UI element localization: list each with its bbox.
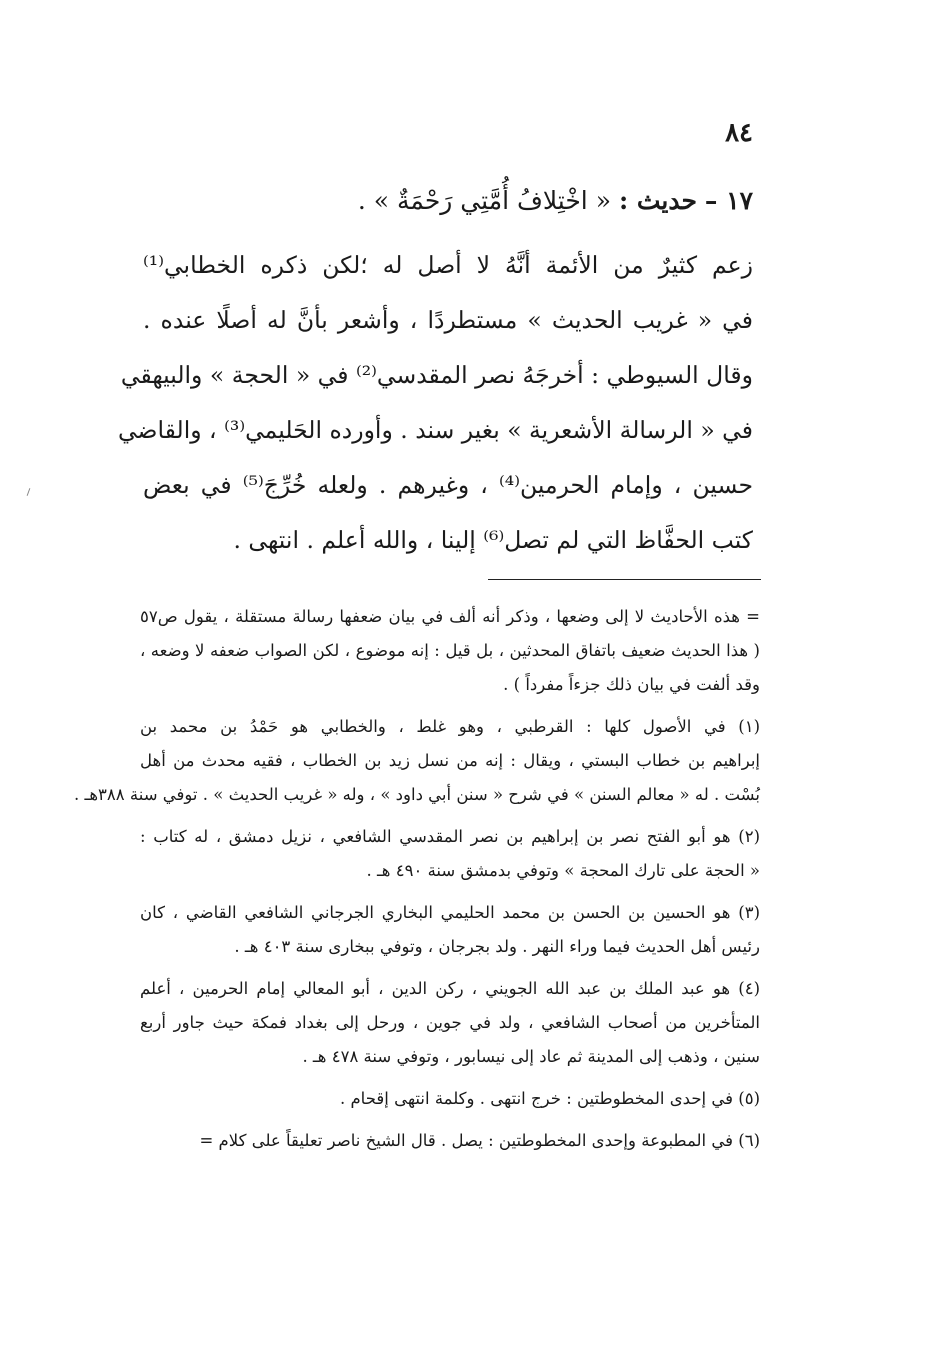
body-line: وقال السيوطي : أخرجَهُ نصر المقدسي⁽²⁾ في « الحجة » والبيهقي xyxy=(120,361,753,389)
footnote-4 xyxy=(140,972,760,1074)
footnote-line: بُسْت . له « معالم السنن » في شرح « سنن أبي داود » ، وله « غريب الحديث » . توفي سنة ٣٨٨هـ . xyxy=(74,785,760,804)
footnote-line: (٣) هو الحسين بن الحسن بن محمد الحليمي البخاري الجرجاني الشافعي القاضي ، كان xyxy=(140,903,760,922)
main-paragraph xyxy=(117,238,753,568)
footnote-line: « الحجة على تارك المحجة » وتوفي بدمشق سنة ٤٩٠ هـ . xyxy=(366,861,760,880)
body-line: زعم كثيرٌ من الأئمة أنَّهُ لا أصل له ؛لكن ذكره الخطابي⁽¹⁾ xyxy=(143,251,753,279)
footnotes xyxy=(74,600,761,1166)
footnote-line: (٢) هو أبو الفتح نصر بن إبراهيم بن نصر المقدسي الشافعي ، نزيل دمشق ، له كتاب : xyxy=(140,827,761,846)
footnote-5 xyxy=(140,1082,760,1116)
body-line: حسين ، وإمام الحرمين⁽⁴⁾ ، وغيرهم . ولعله خُرِّجَ⁽⁵⁾ في بعض xyxy=(143,471,753,499)
hadith-heading xyxy=(173,186,753,215)
body-line: في « غريب الحديث » مستطردًا ، وأشعر بأنَّ له أصلًا عنده . xyxy=(143,306,753,334)
page-number: ٨٤ xyxy=(725,118,753,148)
footnote-line: (٥) في إحدى المخطوطتين : خرج انتهى . وكلمة انتهى إقحام . xyxy=(339,1089,760,1108)
footnote-line: المتأخرين من أصحاب الشافعي ، ولد في جوين ، ورحل إلى بغداد فمكة حيث جاور أربع xyxy=(140,1013,760,1032)
footnote-line: = هذه الأحاديث لا إلى وضعها ، وذكر أنه ألف في بيان ضعفها رسالة مستقلة ، يقول ص٥٧ xyxy=(140,607,760,626)
footnote-6 xyxy=(140,1124,760,1158)
footnote-3 xyxy=(140,896,760,964)
body-line: كتب الحفَّاظ التي لم تصل⁽⁶⁾ إلينا ، والله أعلم . انتهى . xyxy=(233,526,753,554)
footnote-line: وقد ألفت في بيان ذلك جزءاً مفرداً ) . xyxy=(503,675,760,694)
footnote-continuation xyxy=(140,600,760,702)
body-line: في « الرسالة الأشعرية » بغير سند . وأورده الحَليمي⁽³⁾ ، والقاضي xyxy=(117,416,753,444)
footnote-separator xyxy=(488,579,761,580)
footnote-line: (٦) في المطبوعة وإحدى المخطوطتين : يصل . قال الشيخ ناصر تعليقاً على كلام = xyxy=(199,1131,760,1150)
hadith-number: ١٧ – xyxy=(704,186,753,215)
margin-mark xyxy=(27,488,31,496)
footnote-1 xyxy=(74,710,760,812)
footnote-line: إبراهيم بن خطاب البستي ، ويقال : إنه من نسل زيد بن الخطاب ، فقيه محدث من أهل xyxy=(140,751,760,770)
footnote-2 xyxy=(140,820,760,888)
footnote-line: سنين ، وذهب إلى المدينة ثم عاد إلى نيسابور ، وتوفي سنة ٤٧٨ هـ . xyxy=(302,1047,760,1066)
footnote-line: (٤) هو عبد الملك بن عبد الله الجويني ، ركن الدين ، أبو المعالي إمام الحرمين ، أعلم xyxy=(140,979,760,998)
hadith-text: « اخْتِلافُ أُمَّتِي رَحْمَةٌ » . xyxy=(357,186,611,215)
footnote-line: (١) في الأصول كلها : القرطبي ، وهو غلط ، والخطابي هو حَمْدُ بن محمد بن xyxy=(140,717,760,736)
footnote-line: ( هذا الحديث ضعيف باتفاق المحدثين ، بل قيل : إنه موضوع ، لكن الصواب ضعفه لا وضعه ، xyxy=(140,641,760,660)
hadith-label: حديث : xyxy=(618,186,697,215)
footnote-line: رئيس أهل الحديث فيما وراء النهر . ولد بجرجان ، وتوفي ببخارى سنة ٤٠٣ هـ . xyxy=(234,937,760,956)
